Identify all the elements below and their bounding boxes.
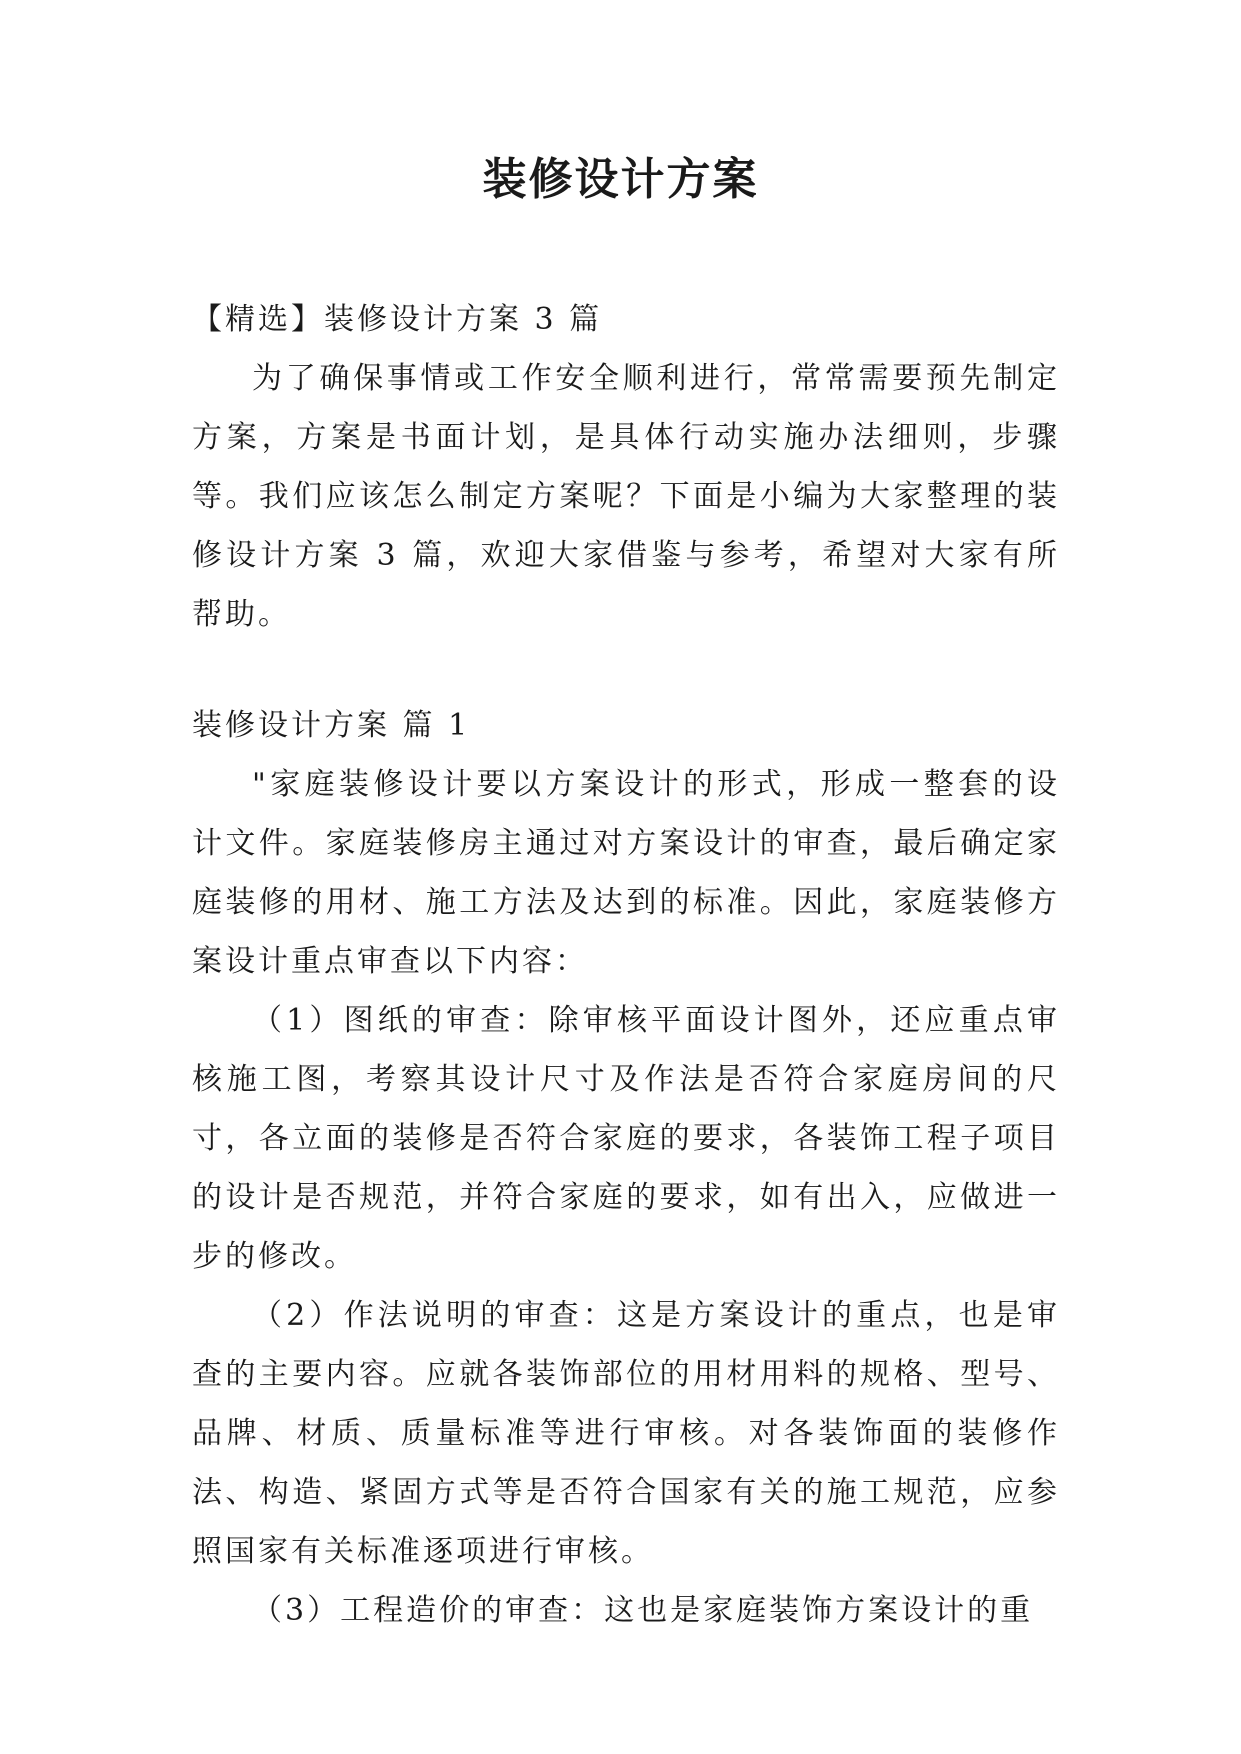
- item-3-paragraph: （3）工程造价的审查：这也是家庭装饰方案设计的重: [252, 1593, 1034, 1628]
- document-body: [192, 290, 1060, 1640]
- section-intro-paragraph: "家庭装修设计要以方案设计的形式，形成一整套的设计文件。家庭装修房主通过对方案设计的审查，最后确定家庭装修的用材、施工方法及达到的标准。因此，家庭装修方案设计重点审查以下内容：: [192, 767, 1060, 979]
- item-1-paragraph: （1）图纸的审查：除审核平面设计图外，还应重点审核施工图，考察其设计尺寸及作法是否符合家庭房间的尺寸，各立面的装修是否符合家庭的要求，各装饰工程子项目的设计是否规范，并符合家庭的要求，如有出入，应做进一步的修改。: [192, 1003, 1060, 1274]
- document-title: 装修设计方案: [482, 154, 759, 205]
- section-heading: 装修设计方案 篇 1: [192, 708, 471, 743]
- item-2-paragraph: （2）作法说明的审查：这是方案设计的重点，也是审查的主要内容。应就各装饰部位的用材用料的规格、型号、品牌、材质、质量标准等进行审核。对各装饰面的装修作法、构造、紧固方式等是否符合国家有关的施工规范，应参照国家有关标准逐项进行审核。: [192, 1298, 1060, 1569]
- intro-paragraph: 为了确保事情或工作安全顺利进行，常常需要预先制定方案，方案是书面计划，是具体行动实施办法细则，步骤等。我们应该怎么制定方案呢？下面是小编为大家整理的装修设计方案 3 篇，欢迎大家借鉴与参考，希望对大家有所帮助。: [192, 361, 1060, 632]
- document-subtitle: 【精选】装修设计方案 3 篇: [192, 302, 603, 337]
